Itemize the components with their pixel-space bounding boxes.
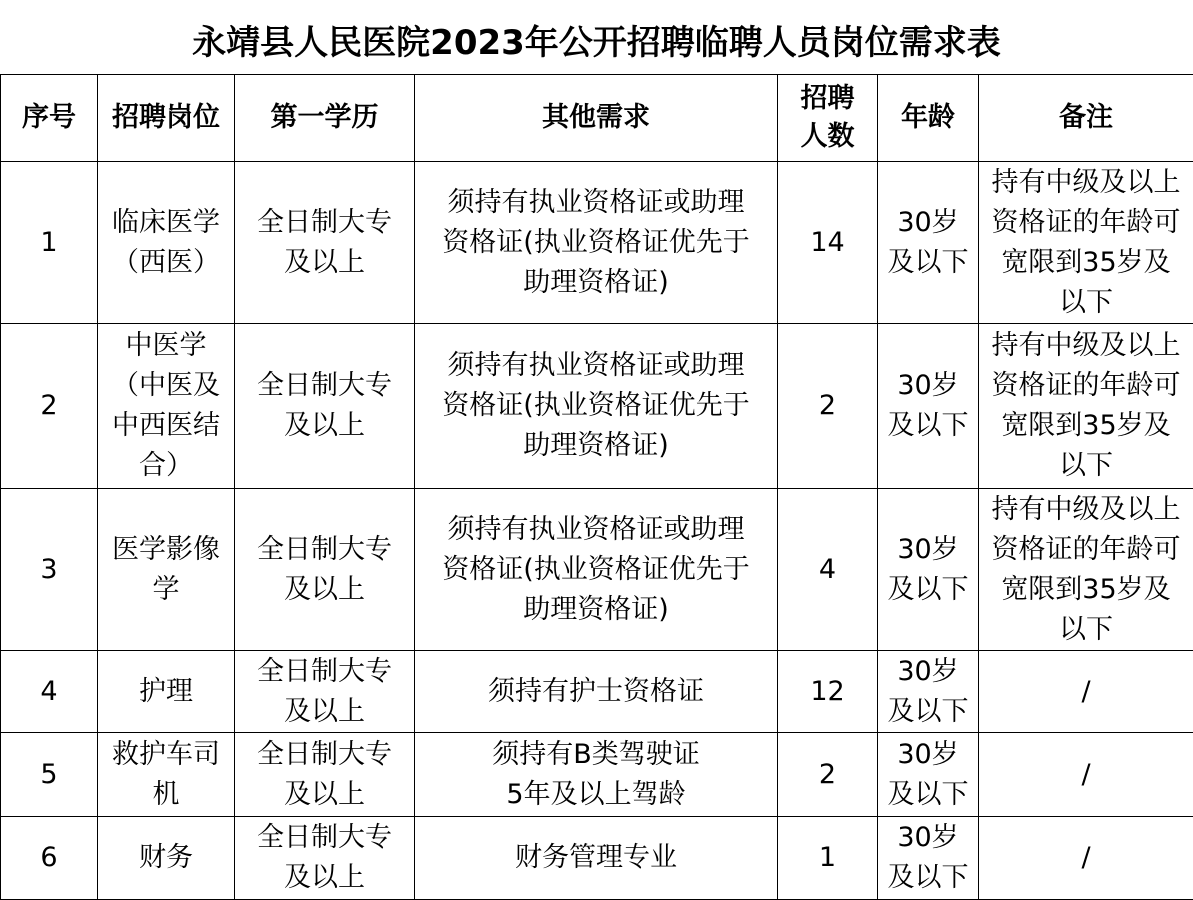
cell-position: 临床医学 （西医） <box>98 162 235 324</box>
document-title: 永靖县人民医院2023年公开招聘临聘人员岗位需求表 <box>0 0 1193 78</box>
cell-requirements: 须持有执业资格证或助理 资格证(执业资格证优先于 助理资格证) <box>415 489 778 651</box>
cell-position: 救护车司 机 <box>98 733 235 817</box>
cell-requirements: 须持有护士资格证 <box>415 651 778 733</box>
cell-notes: 持有中级及以上 资格证的年龄可 宽限到35岁及 以下 <box>979 489 1193 651</box>
cell-serial-number: 1 <box>1 162 98 324</box>
table-row <box>1 651 1193 733</box>
cell-age: 30岁 及以下 <box>878 162 979 324</box>
cell-position: 护理 <box>98 651 235 733</box>
header-notes: 备注 <box>979 75 1193 162</box>
cell-position: 中医学 （中医及 中西医结 合） <box>98 324 235 489</box>
header-position: 招聘岗位 <box>98 75 235 162</box>
cell-notes: / <box>979 733 1193 817</box>
cell-position: 财务 <box>98 817 235 900</box>
cell-education: 全日制大专 及以上 <box>235 324 415 489</box>
cell-serial-number: 5 <box>1 733 98 817</box>
cell-age: 30岁 及以下 <box>878 817 979 900</box>
cell-notes: 持有中级及以上 资格证的年龄可 宽限到35岁及 以下 <box>979 324 1193 489</box>
cell-education: 全日制大专 及以上 <box>235 733 415 817</box>
cell-education: 全日制大专 及以上 <box>235 651 415 733</box>
cell-education: 全日制大专 及以上 <box>235 817 415 900</box>
cell-notes: / <box>979 817 1193 900</box>
cell-age: 30岁 及以下 <box>878 733 979 817</box>
cell-education: 全日制大专 及以上 <box>235 489 415 651</box>
cell-headcount: 2 <box>778 733 878 817</box>
cell-serial-number: 4 <box>1 651 98 733</box>
cell-headcount: 12 <box>778 651 878 733</box>
cell-serial-number: 2 <box>1 324 98 489</box>
cell-age: 30岁 及以下 <box>878 651 979 733</box>
cell-serial-number: 6 <box>1 817 98 900</box>
cell-headcount: 1 <box>778 817 878 900</box>
table-row <box>1 162 1193 324</box>
cell-headcount: 4 <box>778 489 878 651</box>
table-row <box>1 489 1193 651</box>
cell-serial-number: 3 <box>1 489 98 651</box>
cell-headcount: 14 <box>778 162 878 324</box>
recruitment-table <box>0 74 1193 900</box>
table-row <box>1 733 1193 817</box>
header-age: 年龄 <box>878 75 979 162</box>
cell-requirements: 须持有B类驾驶证 5年及以上驾龄 <box>415 733 778 817</box>
table-row <box>1 817 1193 900</box>
cell-education: 全日制大专 及以上 <box>235 162 415 324</box>
header-education: 第一学历 <box>235 75 415 162</box>
header-serial-number: 序号 <box>1 75 98 162</box>
header-requirements: 其他需求 <box>415 75 778 162</box>
cell-notes: / <box>979 651 1193 733</box>
cell-age: 30岁 及以下 <box>878 489 979 651</box>
cell-requirements: 财务管理专业 <box>415 817 778 900</box>
cell-headcount: 2 <box>778 324 878 489</box>
cell-requirements: 须持有执业资格证或助理 资格证(执业资格证优先于 助理资格证) <box>415 162 778 324</box>
header-row <box>1 75 1193 162</box>
cell-age: 30岁 及以下 <box>878 324 979 489</box>
cell-position: 医学影像 学 <box>98 489 235 651</box>
cell-notes: 持有中级及以上 资格证的年龄可 宽限到35岁及 以下 <box>979 162 1193 324</box>
header-headcount: 招聘 人数 <box>778 75 878 162</box>
cell-requirements: 须持有执业资格证或助理 资格证(执业资格证优先于 助理资格证) <box>415 324 778 489</box>
table-row <box>1 324 1193 489</box>
